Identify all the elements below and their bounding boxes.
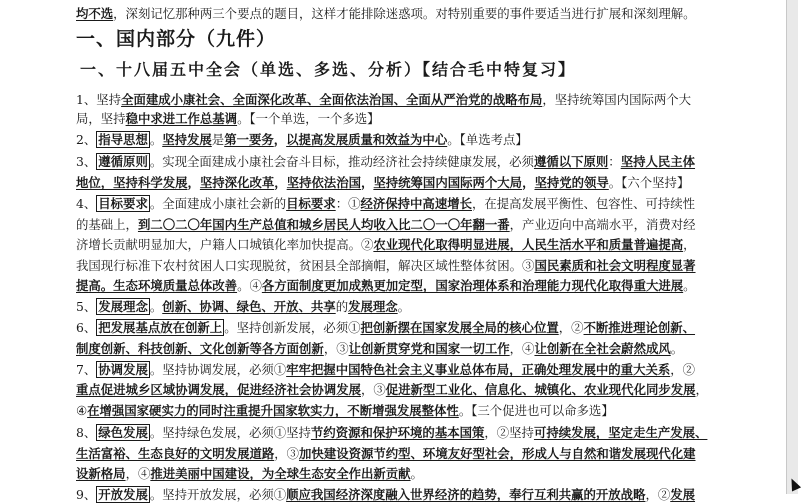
text-span: ，②	[670, 362, 696, 377]
text-span: 8、	[76, 425, 97, 440]
item-4-line-5	[76, 278, 696, 294]
intro-text: ，深刻记忆那种两三个要点的题目，这样才能排除迷惑项。对特别重要的事件要适当进行扩展和深刻理解。	[113, 6, 696, 21]
text-span: ④	[76, 403, 88, 418]
text-span: ，	[695, 382, 708, 397]
text-span: 制度创新、科技创新、文化创新等各方面创新	[76, 341, 324, 356]
text-span: 到二〇二〇年国内生产总值和城乡居民人均收入比二〇一〇年翻一番	[137, 217, 510, 232]
text-span: 在增强国家硬实力的同时注重提升国家软实力，不断增强发展整体性	[87, 403, 459, 418]
text-span: ，③	[274, 446, 300, 461]
text-span: 遵循以下原则	[533, 154, 609, 169]
text-span: 重点促进城乡区域协调发展，促进经济社会协调发展	[76, 382, 361, 397]
text-span: 目标要求	[286, 196, 336, 211]
text-span: 发展	[670, 487, 696, 502]
text-span: 。	[149, 132, 163, 147]
text-span: 把创新摆在国家发展全局的核心位置	[360, 320, 559, 335]
text-span: 坚持深化改革	[199, 175, 275, 190]
text-span: 地位，坚持科学发展	[76, 175, 188, 190]
text-span: ，④	[509, 341, 535, 356]
text-span: 7、	[76, 362, 97, 377]
text-span: 不断推进理论创新、	[583, 320, 696, 335]
text-span: 。④	[237, 278, 262, 293]
text-span: 。全面建成小康社会新的	[149, 196, 287, 211]
text-span: 。【一个单选，一个多选】	[237, 111, 380, 126]
item-6-line-2	[76, 341, 683, 357]
text-span: ，	[360, 175, 374, 190]
text-span: 促进新型工业化、信息化、城镇化、农业现代化同步发展	[385, 382, 696, 397]
text-span: ，产业迈向中高端水平，消费对经	[509, 217, 696, 232]
intro-line	[76, 6, 696, 22]
text-span: ：	[608, 154, 621, 169]
text-span: ，坚持统筹国内国际两个大	[542, 92, 692, 107]
text-span: 。	[149, 299, 163, 314]
item-2-line-1	[76, 132, 528, 148]
label-box: 开放发展	[98, 487, 148, 502]
text-span: ，②坚持	[484, 425, 534, 440]
text-span: 稳中求进工作总基调	[125, 111, 238, 126]
text-span: 的基础上，	[76, 217, 138, 232]
text-span: 5、	[76, 299, 97, 314]
text-span: ，	[683, 237, 696, 252]
text-span: 生活富裕、生态良好的文明发展道路	[76, 446, 275, 461]
text-span: 。坚持开放发展，必须①	[149, 487, 287, 502]
item-6-line-1	[76, 320, 695, 336]
item-3-line-2	[76, 175, 689, 191]
text-span: ，②	[558, 320, 584, 335]
label-box: 指导思想	[98, 132, 148, 147]
text-span: 坚持发展	[162, 132, 212, 147]
text-span: 节约资源和保护环境的基本国策	[310, 425, 485, 440]
text-span: 。实现全面建成小康社会奋斗目标，推动经济社会持续健康发展，必须	[149, 154, 534, 169]
text-span: ，	[187, 175, 200, 190]
item-7-line-3	[76, 403, 614, 419]
text-span: 让创新贯穿党和国家一切工作	[348, 341, 510, 356]
subsection-title: 一、十八届五中全会（单选、多选、分析）【结合毛中特复习】	[80, 60, 577, 79]
text-span: ，在提高发展平衡性、包容性、可持续性	[472, 196, 696, 211]
page-edge	[786, 0, 798, 494]
text-span: 经济保持中高速增长	[360, 196, 472, 211]
text-span: 创新、协调、绿色、开放、共享	[162, 299, 336, 314]
text-span: 设新格局	[76, 466, 126, 481]
text-span: 加快建设资源节约型、环境友好型社会，形成人与自然和谐发展现代化建	[299, 446, 696, 461]
text-span: 让创新在全社会蔚然成风	[534, 341, 671, 356]
text-span: ：①	[335, 196, 361, 211]
text-span: 。坚持绿色发展，必须①坚持	[149, 425, 311, 440]
text-span: 第一要务	[224, 132, 274, 147]
item-8-line-1	[76, 425, 707, 441]
text-span: ，	[273, 132, 287, 147]
text-span: 。	[670, 341, 684, 356]
text-span: 农业现代化取得明显进展，人民生活水平和质量普遍提高	[373, 237, 684, 252]
item-4-line-3	[76, 237, 696, 253]
item-1-line-1	[76, 92, 691, 108]
label-box: 遵循原则	[98, 154, 148, 169]
text-span: 。	[410, 466, 423, 481]
item-4-line-4	[76, 258, 696, 274]
item-1-line-2	[76, 111, 380, 127]
text-span: 坚持党的领导	[534, 175, 609, 190]
text-span: ，②	[645, 487, 671, 502]
item-8-line-2	[76, 446, 696, 462]
item-7-line-1	[76, 362, 695, 378]
text-span: 。坚持创新发展，必须①	[224, 320, 361, 335]
text-span: 我国现行标准下农村贫困人口实现脱贫，贫困县全部摘帽，解决区域性整体贫困。③	[76, 258, 535, 273]
text-span: 牢牢把握中国特色社会主义事业总体布局，正确处理发展中的重大关系	[286, 362, 671, 377]
item-9-line-1	[76, 487, 695, 503]
text-span: 各方面制度更加成熟更加定型，国家治理体系和治理能力现代化取得重大进展	[261, 278, 684, 293]
text-span: 国民素质和社会文明程度显著	[534, 258, 696, 273]
text-span: 。【六个坚持】	[608, 175, 690, 190]
text-span: 发展理念	[348, 299, 398, 314]
item-8-line-3	[76, 466, 423, 482]
text-span: 9、	[76, 487, 97, 502]
text-span: 。	[397, 299, 411, 314]
text-span: ，③	[323, 341, 349, 356]
text-span: 2、	[76, 132, 97, 147]
text-span: ，	[274, 175, 287, 190]
text-span: ，③	[360, 382, 386, 397]
text-span: 3、	[76, 154, 97, 169]
text-span: ，④	[125, 466, 151, 481]
text-span: 推进美丽中国建设，为全球生态安全作出新贡献	[150, 466, 411, 481]
text-span: 。【单选考点】	[447, 132, 528, 147]
text-span: 提高。生态环境质量总体改善	[76, 278, 238, 293]
text-span: 4、	[76, 196, 97, 211]
text-span: 坚持人民主体	[620, 154, 696, 169]
label-box: 绿色发展	[98, 425, 148, 440]
text-span: 坚持依法治国	[286, 175, 361, 190]
item-5-line-1	[76, 299, 410, 315]
text-span: 顺应我国经济深度融入世界经济的趋势，奉行互利共赢的开放战略	[286, 487, 646, 502]
text-span: 。【三个促进也可以命多选】	[458, 403, 614, 418]
label-box: 协调发展	[98, 362, 148, 377]
intro-bold: 均不选	[76, 6, 114, 21]
text-span: 局，坚持	[76, 111, 126, 126]
item-3-line-1	[76, 154, 695, 170]
item-4-line-1	[76, 196, 695, 212]
text-span: 。坚持协调发展，必须①	[149, 362, 287, 377]
section-title: 一、国内部分（九件）	[76, 28, 277, 50]
label-box: 目标要求	[98, 196, 148, 211]
item-4-line-2	[76, 217, 696, 233]
text-span: ，	[522, 175, 535, 190]
item-7-line-2	[76, 382, 708, 398]
text-span: 坚持统筹国内国际两个大局	[373, 175, 523, 190]
label-box: 发展理念	[98, 299, 148, 314]
text-span: 是	[211, 132, 225, 147]
label-box: 把发展基点放在创新上	[98, 320, 223, 335]
text-span: 6、	[76, 320, 97, 335]
text-span: 全面建成小康社会、全面深化改革、全面依法治国、全面从严治党的战略布局	[121, 92, 543, 107]
text-span: 。	[683, 278, 696, 293]
text-span: 以提高发展质量和效益为中心	[286, 132, 448, 147]
text-span: 可持续发展，坚定走生产发展、	[533, 425, 708, 440]
text-span: 的	[335, 299, 349, 314]
text-span: 济增长贡献明显加大，户籍人口城镇化率加快提高。②	[76, 237, 374, 252]
text-span: 1、坚持	[76, 92, 122, 107]
